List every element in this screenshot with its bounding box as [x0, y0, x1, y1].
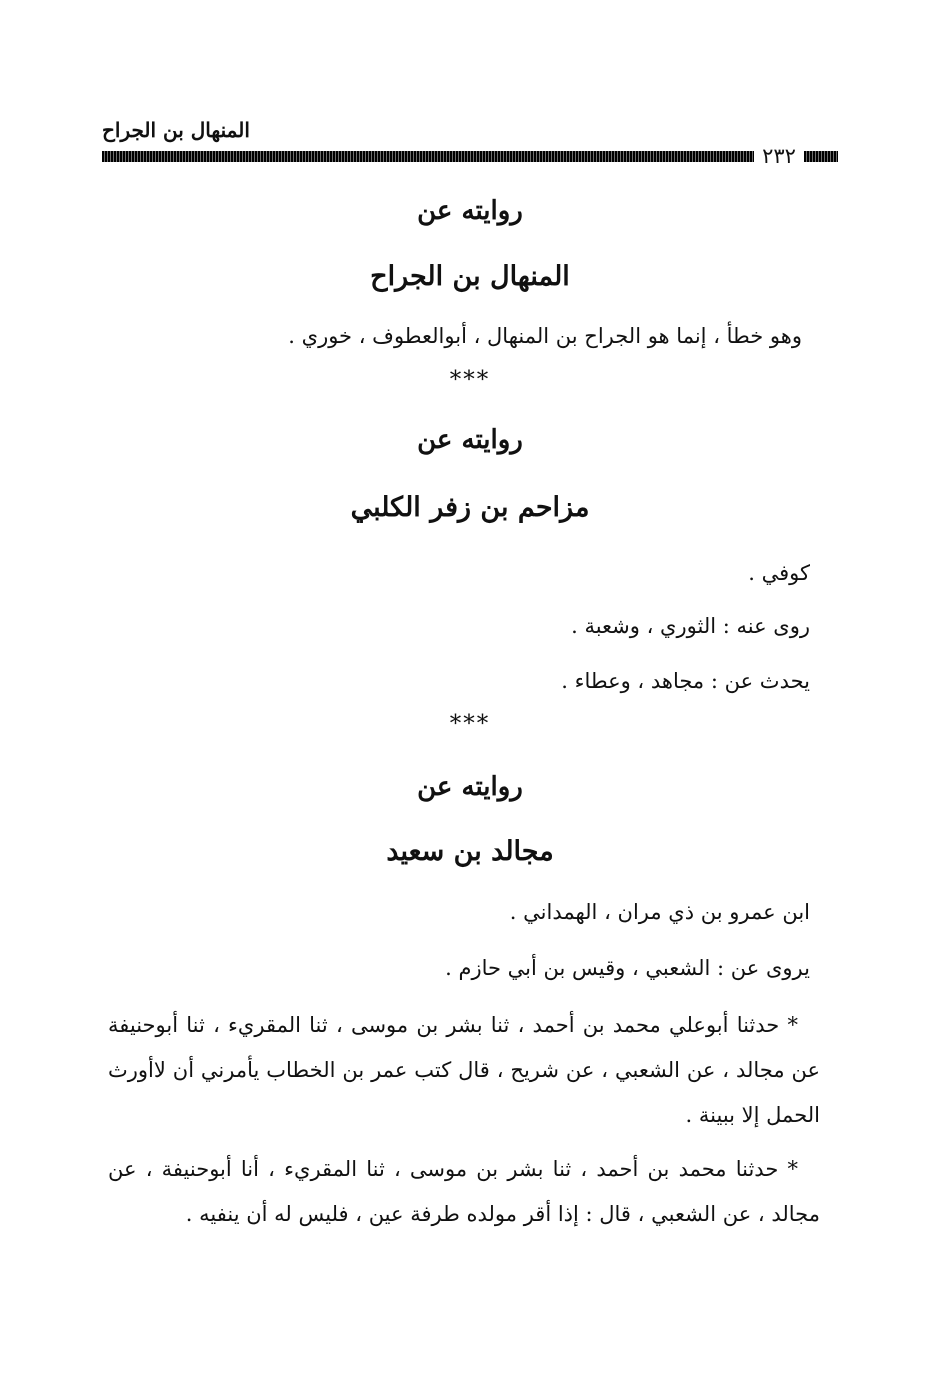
header-rule [102, 151, 754, 162]
page-number: ٢٣٢ [762, 144, 796, 168]
narrator-name: مجالد بن سعيد [386, 836, 554, 867]
text-line: روى عنه : الثوري ، وشعبة . [571, 614, 810, 638]
narrator-name: مزاحم بن زفر الكلبي [350, 492, 590, 523]
running-title: المنهال بن الجراح [102, 118, 250, 142]
text-line: ابن عمرو بن ذي مران ، الهمداني . [509, 900, 810, 924]
narrator-name: المنهال بن الجراح [370, 261, 570, 292]
text-line: كوفي . [748, 561, 810, 585]
section-heading: روايته عن [417, 772, 523, 802]
text-line: يروى عن : الشعبي ، وقيس بن أبي حازم . [445, 956, 810, 980]
header-rule-end [804, 151, 838, 162]
section-heading: روايته عن [417, 425, 523, 455]
section-separator: *** [449, 367, 491, 393]
text-line: يحدث عن : مجاهد ، وعطاء . [561, 669, 810, 693]
hadith-paragraph: * حدثنا محمد بن أحمد ، ثنا بشر بن موسى ، ثنا المقريء ، أنا أبوحنيفة ، عن مجالد ، عن الشعبي ، قال : إذا أقر مولده طرفة عين ، فليس له أن ينفيه . [108, 1157, 820, 1226]
section-separator: *** [449, 711, 491, 737]
text-line: وهو خطأ ، إنما هو الجراح بن المنهال ، أبوالعطوف ، خوري . [288, 324, 802, 348]
section-heading: روايته عن [417, 196, 523, 226]
hadith-paragraph: * حدثنا أبوعلي محمد بن أحمد ، ثنا بشر بن موسى ، ثنا المقريء ، ثنا أبوحنيفة عن مجالد ، عن الشعبي ، عن شريح ، قال كتب عمر بن الخطاب يأمرني أن لاأورث الحمل إلا ببينة . [108, 1013, 820, 1127]
